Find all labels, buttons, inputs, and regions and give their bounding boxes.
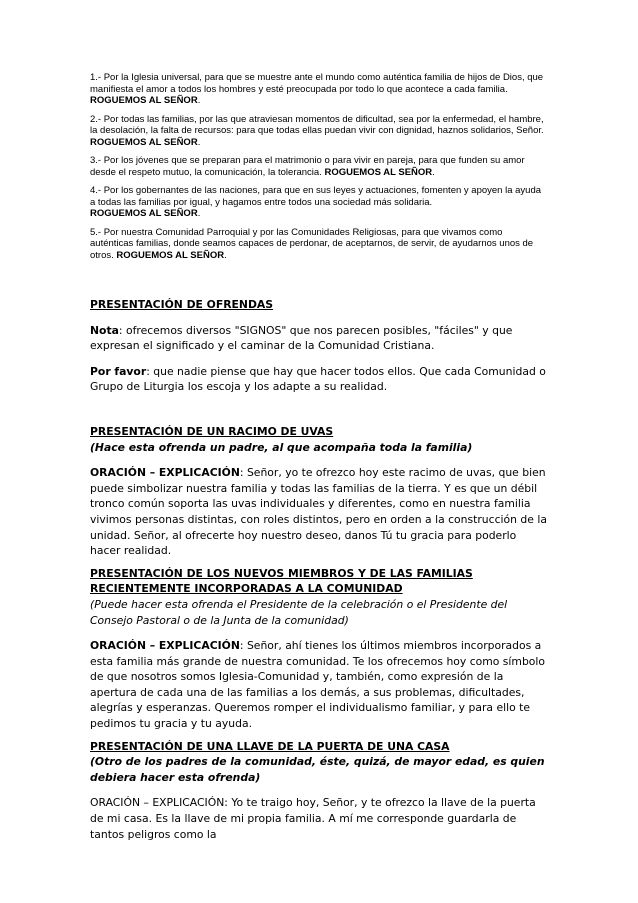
section-note: (Hace esta ofrenda un padre, al que acompaña toda la familia): [90, 440, 473, 454]
petition-1: 1.- Por la Iglesia universal, para que se muestre ante el mundo como auténtica familia de hijos de Dios, que manifiesta el amor a todos los hombres y esté preocupada por todo lo que acontece a cada familia. ROGUEMOS AL SEÑOR.: [90, 72, 544, 106]
prayer-paragraph: ORACIÓN – EXPLICACIÓN: Yo te traigo hoy, Señor, y te ofrezco la llave de la puerta de mi casa. Es la llave de mi propia familia. A mí me corresponde guardarla de tantos peligros como la: [90, 796, 536, 841]
petition-response: ROGUEMOS AL SEÑOR: [90, 95, 198, 106]
page-content: [90, 72, 548, 842]
petition-response: ROGUEMOS AL SEÑOR: [116, 249, 225, 261]
petition-response: ROGUEMOS AL SEÑOR: [90, 136, 198, 148]
favor-paragraph: Por favor: que nadie piense que hay que hacer todos ellos. Que cada Comunidad o Grupo de Liturgia los escoja y los adapte a su realidad.: [90, 364, 546, 394]
section-miembros: [90, 566, 548, 732]
petition-3: 3.- Por los jóvenes que se preparan para el matrimonio o para vivir en pareja, para que funden su amor desde el respeto mutuo, la comunicación, la tolerancia. ROGUEMOS AL SEÑOR.: [90, 155, 525, 178]
prayer-paragraph: ORACIÓN – EXPLICACIÓN: Señor, yo te ofrezco hoy este racimo de uvas, que bien puede simbolizar nuestra familia y todas las familias de la tierra. Y es que un débil tronco común soporta las uvas individuales y diferentes, como en nuestra familia vivimos personas distintas, con roles distintos, pero en orden a la construcción de la unidad. Señor, al ofrecerte hoy nuestro deseo, danos Tú tu gracia para poderlo hacer realidad.: [90, 466, 547, 558]
section-llave: [90, 739, 548, 843]
section-note: (Puede hacer esta ofrenda el Presidente de la celebración o el Presidente del Consejo Pastoral o de la Junta de la comunidad): [90, 597, 508, 627]
section-ofrendas: [90, 297, 548, 395]
section-heading: PRESENTACIÓN DE LOS NUEVOS MIEMBROS Y DE LAS FAMILIAS RECIENTEMENTE INCORPORADAS A LA COMUNIDAD: [90, 566, 473, 596]
petition-4: 4.- Por los gobernantes de las naciones, para que en sus leyes y actuaciones, fomenten y apoyen la ayuda a todas las familias por igual, y hagamos entre todos una sociedad más solidaria. ROGUEMOS AL SEÑOR.: [90, 185, 542, 219]
petition-response: ROGUEMOS AL SEÑOR: [324, 166, 433, 178]
petition-5: 5.- Por nuestra Comunidad Parroquial y por las Comunidades Religiosas, para que vivamos como auténticas familias, donde seamos capaces de perdonar, de aceptarnos, de servir, de ayudarnos unos de otros. ROGUEMOS AL SEÑOR.: [90, 226, 534, 261]
section-uvas: [90, 424, 548, 559]
prayer-paragraph: ORACIÓN – EXPLICACIÓN: Señor, ahí tienes los últimos miembros incorporados a esta familia más grande de nuestra comunidad. Te los ofrecemos hoy como símbolo de que nosotros somos Iglesia-Comunidad y, también, como expresión de la apertura de cada una de las familias a los demás, a sus problemas, dificultades, alegrías y esperanzas. Queremos romper el individualismo familiar, y para ello te pedimos tu gracia y tu ayuda.: [90, 639, 546, 731]
petition-response: ROGUEMOS AL SEÑOR: [90, 208, 198, 219]
section-heading: PRESENTACIÓN DE UNA LLAVE DE LA PUERTA DE UNA CASA: [90, 739, 450, 753]
petition-2: 2.- Por todas las familias, por las que atraviesan momentos de dificultad, sea por la enfermedad, el hambre, la desolación, la falta de recursos: para que todas ellas puedan vivir con dignidad, haznos solidarios, Señor. ROGUEMOS AL SEÑOR.: [90, 113, 544, 148]
section-heading: PRESENTACIÓN DE UN RACIMO DE UVAS: [90, 424, 334, 438]
nota-paragraph: Nota: ofrecemos diversos "SIGNOS" que nos parecen posibles, "fáciles" y que expresan el significado y el caminar de la Comunidad Cristiana.: [90, 323, 513, 353]
section-heading: PRESENTACIÓN DE OFRENDAS: [90, 298, 274, 311]
section-note: (Otro de los padres de la comunidad, éste, quizá, de mayor edad, es quien debiera hacer esta ofrenda): [90, 755, 545, 784]
